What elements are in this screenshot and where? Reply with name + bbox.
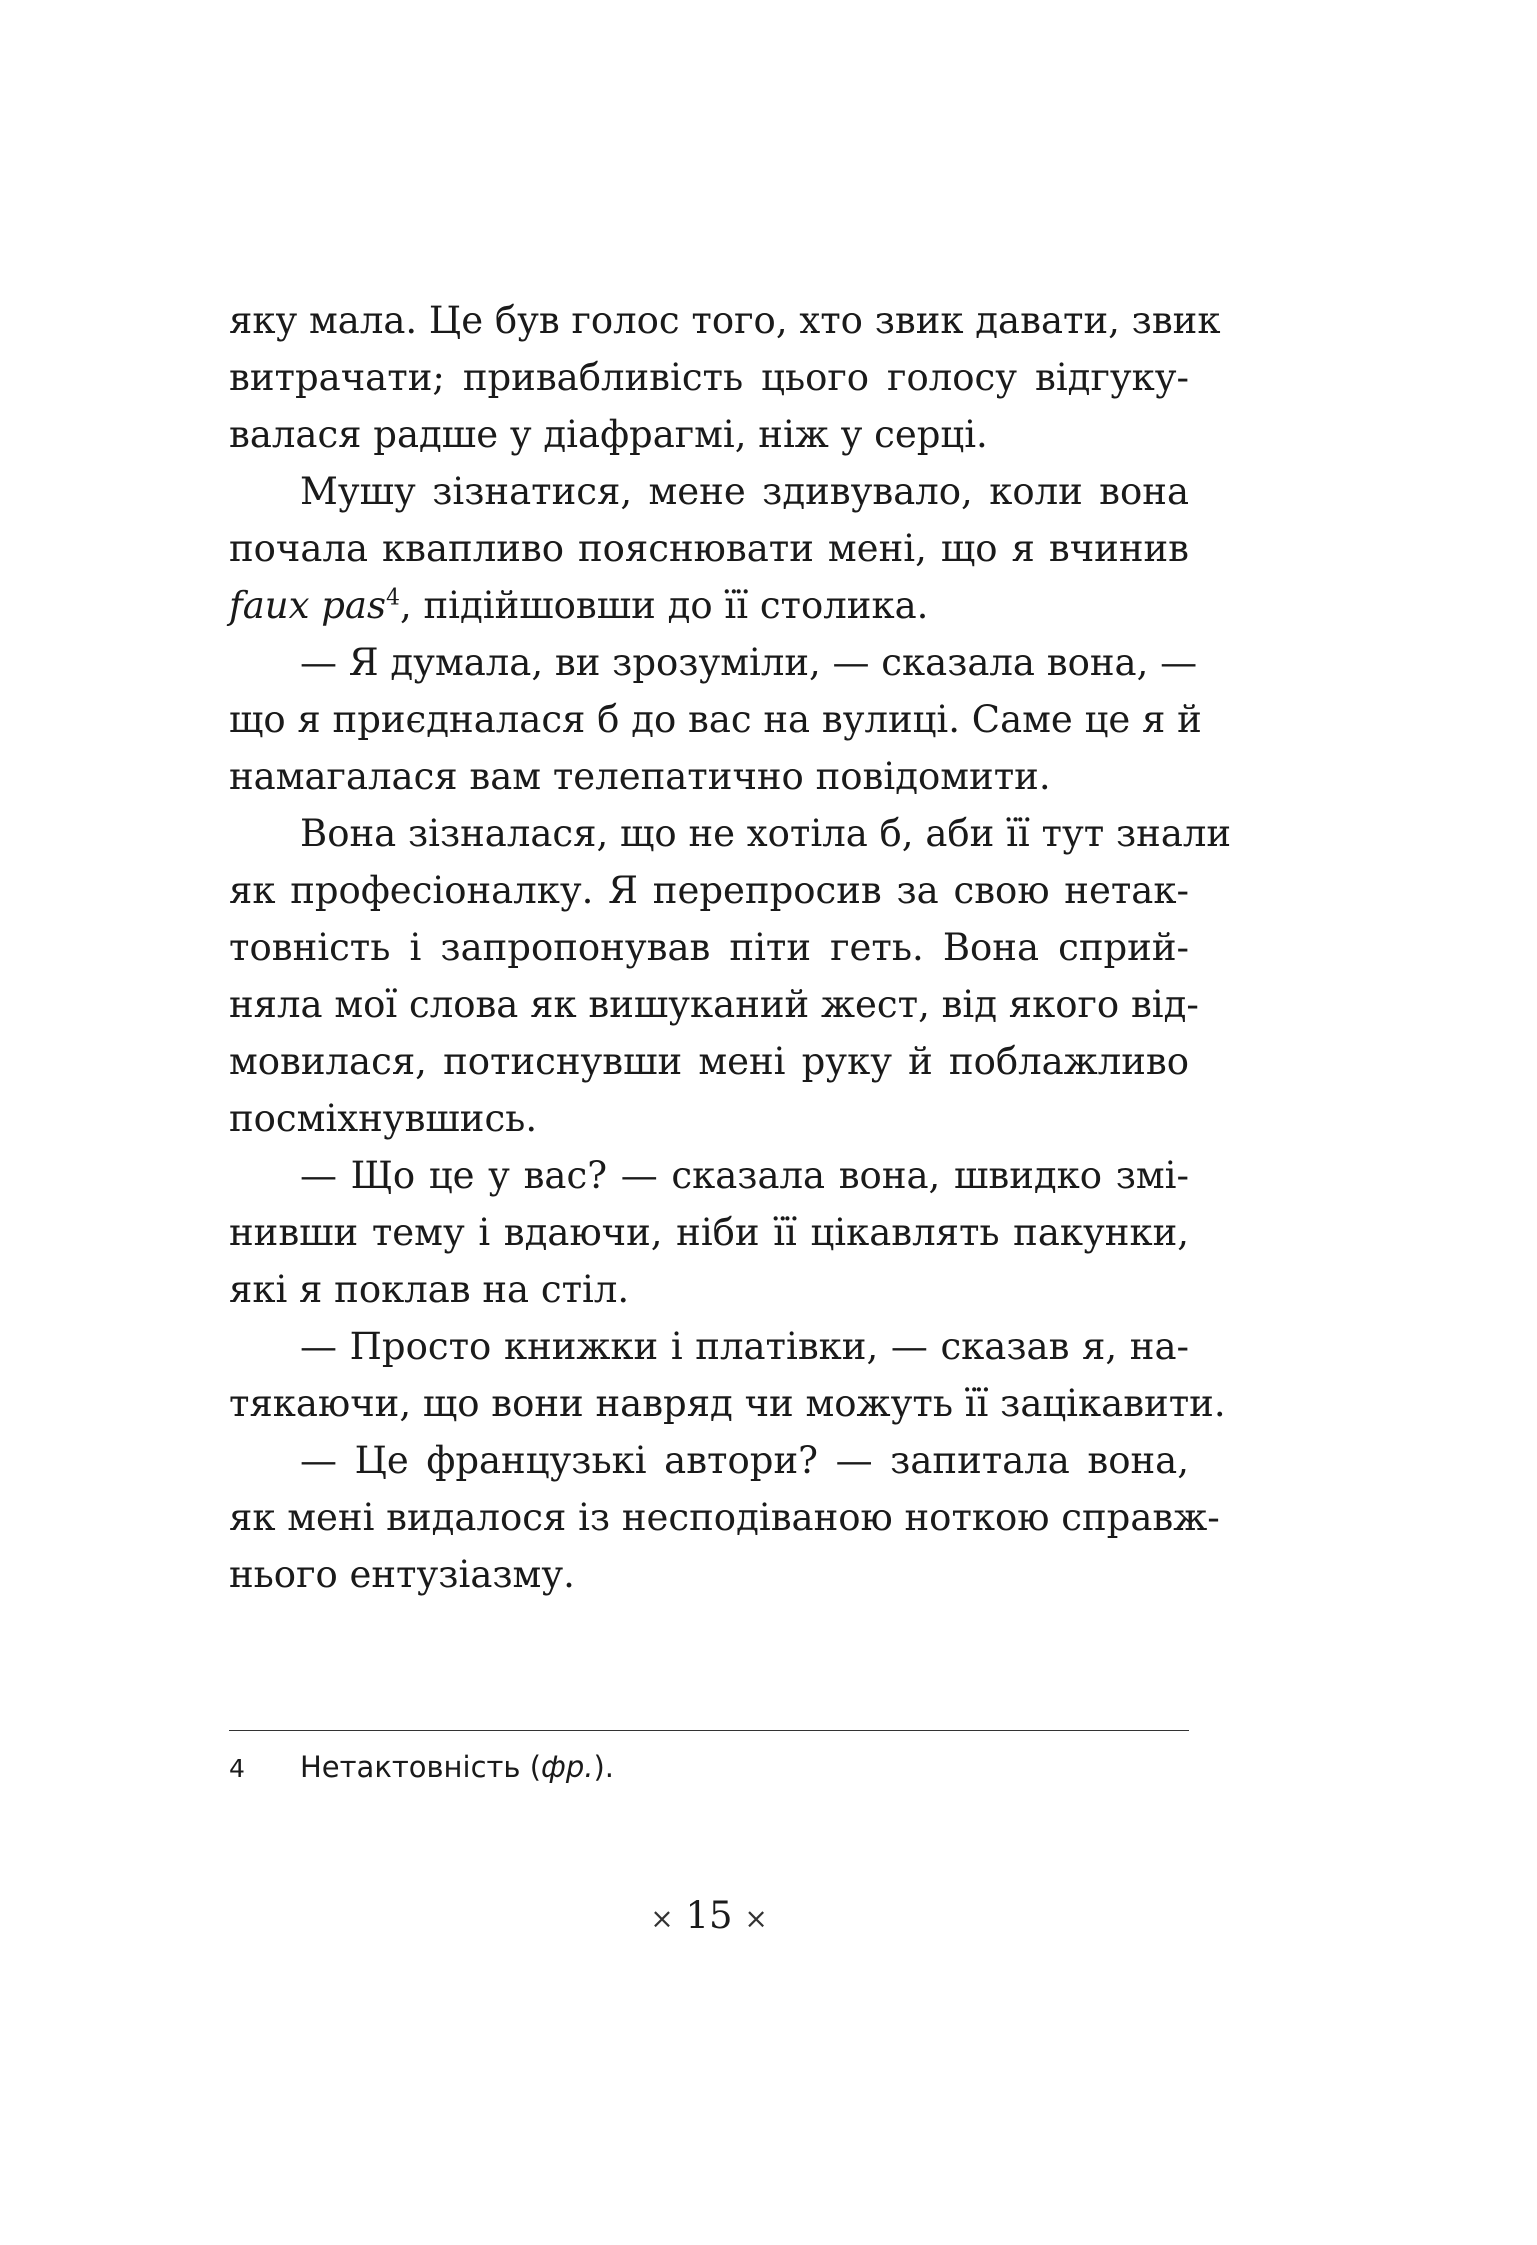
text-line: які я поклав на стіл. <box>229 1268 630 1311</box>
text-line: Мушу зізнатися, мене здивувало, коли вона <box>300 470 1189 513</box>
text-line: як мені видалося із несподіваною ноткою справж- <box>229 1496 1220 1539</box>
text-line: товність і запропонував піти геть. Вона сприй- <box>229 926 1189 969</box>
ornament-right: × <box>744 1902 768 1935</box>
text-line: як професіоналку. Я перепросив за свою нетак- <box>229 869 1189 912</box>
page-number: 15 <box>685 1894 733 1937</box>
foreign-phrase: faux pas <box>229 584 386 627</box>
text-fragment: , підійшовши до її столика. <box>399 584 929 627</box>
paragraph-3 <box>229 634 1202 805</box>
text-line: витрачати; привабливість цього голосу відгуку- <box>229 356 1189 399</box>
text-line: що я приєдналася б до вас на вулиці. Саме це я й <box>229 698 1202 741</box>
ornament-left: × <box>650 1902 674 1935</box>
text-line: намагалася вам телепатично повідомити. <box>229 755 1051 798</box>
paragraph-6 <box>229 1318 1226 1432</box>
text-line: — Просто книжки і платівки, — сказав я, на- <box>300 1325 1189 1368</box>
text-line: Вона зізналася, що не хотіла б, аби її тут знали <box>300 812 1232 855</box>
paragraph-5 <box>229 1147 1189 1318</box>
footnote <box>229 1745 1189 1791</box>
text-line: почала квапливо пояснювати мені, що я вчинив <box>229 527 1189 570</box>
text-line: — Це французькі автори? — запитала вона, <box>300 1439 1189 1482</box>
text-line: посміхнувшись. <box>229 1097 538 1140</box>
paragraph-7 <box>229 1432 1220 1603</box>
text-line: нивши тему і вдаючи, ніби її цікавлять пакунки, <box>229 1211 1189 1254</box>
paragraph-2 <box>229 463 1189 634</box>
footnote-reference: 4 <box>385 585 400 611</box>
paragraph-4 <box>229 805 1232 1147</box>
footnote-number: 4 <box>229 1754 245 1783</box>
text-line: — Що це у вас? — сказала вона, швидко змі- <box>300 1154 1189 1197</box>
text-line: тякаючи, що вони навряд чи можуть її зацікавити. <box>229 1382 1226 1425</box>
text-line: мовилася, потиснувши мені руку й поблажливо <box>229 1040 1189 1083</box>
page-number-footer <box>0 1892 1418 1943</box>
footnote-separator <box>229 1730 1189 1731</box>
text-line: валася радше у діафрагмі, ніж у серці. <box>229 413 988 456</box>
text-line: яку мала. Це був голос того, хто звик давати, звик <box>229 299 1221 342</box>
text-line: — Я думала, ви зрозуміли, — сказала вона, — <box>300 641 1198 684</box>
footnote-abbreviation: фр. <box>541 1750 594 1784</box>
footnote-text: Нетактовність ( <box>300 1750 542 1784</box>
footnote-text-end: ). <box>593 1750 615 1784</box>
text-line <box>229 577 1189 634</box>
text-line: нього ентузіазму. <box>229 1553 575 1596</box>
paragraph-1 <box>229 292 1221 463</box>
body-text <box>229 292 1232 1603</box>
text-line: няла мої слова як вишуканий жест, від якого від- <box>229 983 1199 1026</box>
